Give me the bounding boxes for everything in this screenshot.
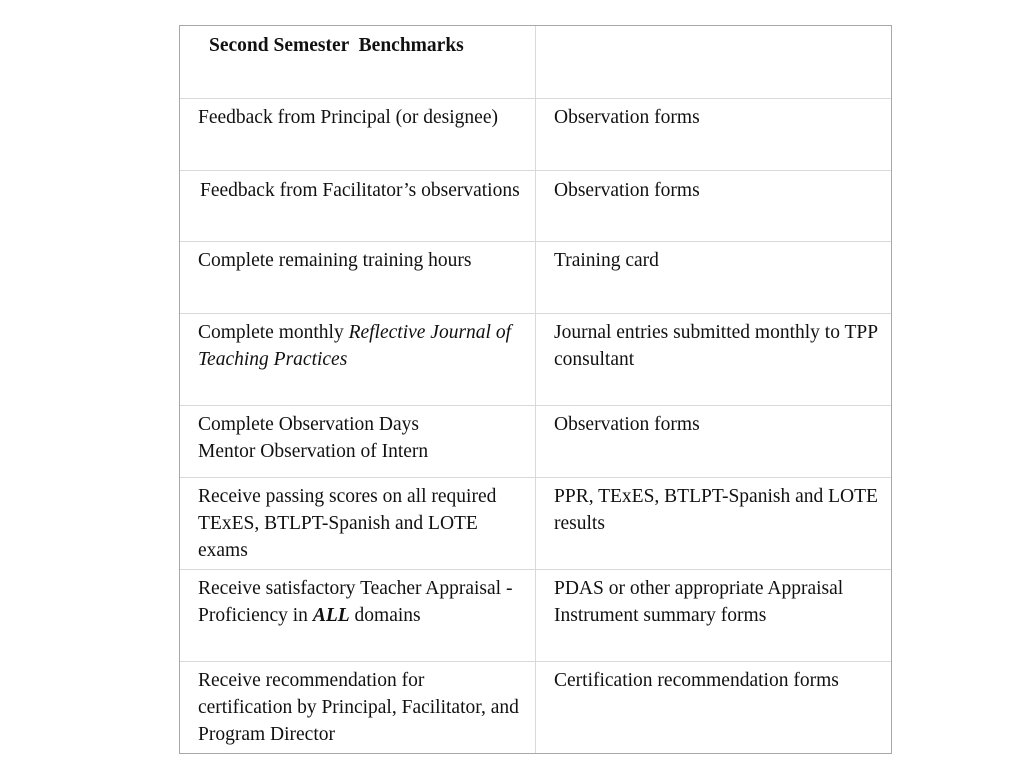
emphasis-text: ALL xyxy=(312,605,350,626)
table-title: Second Semester Benchmarks xyxy=(180,26,536,98)
table-row xyxy=(180,477,891,569)
journal-title: Reflective Journal of Teaching Practices xyxy=(198,322,512,370)
table-row xyxy=(180,405,891,477)
activity-cell xyxy=(180,570,536,661)
table-row xyxy=(180,241,891,313)
activity-cell: Receive passing scores on all required TExES, BTLPT-Spanish and LOTE exams xyxy=(180,478,536,569)
activity-text: Complete monthly xyxy=(198,322,349,343)
evidence-cell: Observation forms xyxy=(554,107,700,128)
activity-cell: Feedback from Facilitator’s observations xyxy=(180,171,536,241)
table-row xyxy=(180,170,891,241)
evidence-cell: Journal entries submitted monthly to TPP consultant xyxy=(554,322,878,370)
evidence-cell: Training card xyxy=(554,250,659,271)
evidence-cell: PPR, TExES, BTLPT-Spanish and LOTE results xyxy=(554,486,878,534)
activity-line: Complete Observation Days xyxy=(198,414,419,435)
table-row xyxy=(180,98,891,170)
activity-cell: Feedback from Principal (or designee) xyxy=(180,99,536,170)
activity-cell xyxy=(180,406,536,477)
activity-cell: Receive recommendation for certification by Principal, Facilitator, and Program Director xyxy=(180,662,536,753)
activity-text: Receive satisfactory Teacher Appraisal - Proficiency in xyxy=(198,578,513,626)
evidence-cell: PDAS or other appropriate Appraisal Instrument summary forms xyxy=(554,578,844,626)
table-row xyxy=(180,661,891,753)
header-empty-cell xyxy=(536,26,891,98)
table-row xyxy=(180,313,891,405)
table-row xyxy=(180,569,891,661)
table-header-row xyxy=(180,26,891,98)
evidence-cell: Observation forms xyxy=(554,180,700,201)
evidence-cell: Observation forms xyxy=(554,414,700,435)
activity-line: Mentor Observation of Intern xyxy=(198,441,429,462)
benchmarks-table xyxy=(179,25,892,754)
activity-cell: Complete remaining training hours xyxy=(180,242,536,313)
evidence-cell: Certification recommendation forms xyxy=(554,670,839,691)
activity-text: domains xyxy=(349,605,421,626)
activity-cell xyxy=(180,314,536,405)
